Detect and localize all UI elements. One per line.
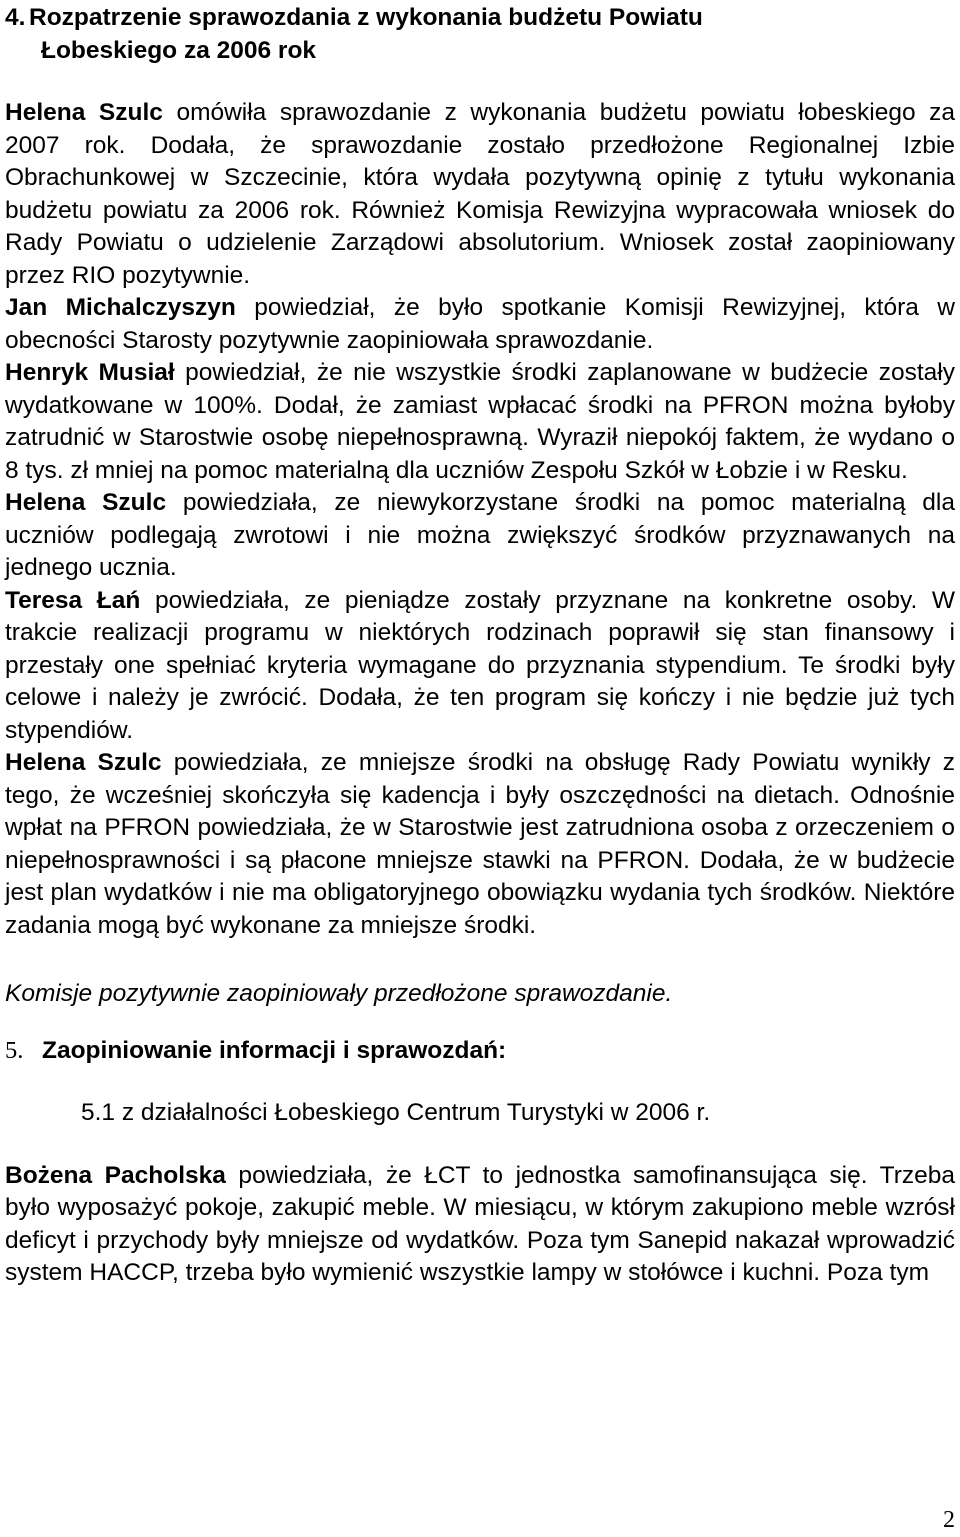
speaker-name: Henryk Musiał xyxy=(5,359,175,386)
speaker-name: Jan Michalczyszyn xyxy=(5,294,236,321)
section-4-number: 4. xyxy=(5,4,26,31)
speaker-name: Helena Szulc xyxy=(5,489,167,516)
paragraph-text: powiedziała, ze niewykorzystane środki na pomoc materialną dla uczniów podlegają zwrotowi i nie można zwiększyć środków przyznawanych na jednego ucznia. xyxy=(5,489,956,581)
speaker-name: Teresa Łań xyxy=(5,586,141,614)
section-4-title-line1: Rozpatrzenie sprawozdania z wykonania budżetu Powiatu xyxy=(29,4,703,31)
paragraph-text: omówiła sprawozdanie z wykonania budżetu powiatu łobeskiego za 2007 rok. Dodała, że sprawozdanie zostało przedłożone Regionalnej Izbie Obrachunkowej w Szczecinie, która wydała pozytywną opinię z tytułu wykonania budżetu powiatu za 2006 rok. Również Komisja Rewizyjna wypracowała wniosek do Rady Powiatu o udzielenie Zarządowi absolutorium. Wniosek został zaopiniowany przez RIO pozytywnie. xyxy=(5,99,955,289)
section-4-title-line2: Łobeskiego za 2006 rok xyxy=(41,36,317,64)
speaker-name: Bożena Pacholska xyxy=(5,1161,226,1189)
document-page xyxy=(5,0,955,1290)
spacer xyxy=(5,67,955,97)
paragraph-teresa xyxy=(5,585,955,748)
paragraph-text: powiedziała, ze mniejsze środki na obsługę Rady Powiatu wynikły z tego, że wcześniej skończyła się kadencja i były oszczędności na dietach. Odnośnie wpłat na PFRON powiedziała, że w Starostwie jest zatrudniona osoba z orzeczeniem o niepełnosprawności i są płacone mniejsze stawki na PFRON. Dodała, że w budżecie jest plan wydatków i nie ma obligatoryjnego obowiązku wydania tych środków. Niektóre zadania mogą być wykonane za mniejsze środki. xyxy=(5,749,955,939)
paragraph-helena-3 xyxy=(5,747,955,942)
section-5-heading xyxy=(5,1035,955,1068)
paragraph-helena-1 xyxy=(5,97,955,292)
paragraph-text: powiedziała, ze pieniądze zostały przyznane na konkretne osoby. W trakcie realizacji programu w niektórych rodzinach poprawił się stan finansowy i przestały one spełniać kryteria wymagane do przyznania stypendium. Te środki były celowe i należy je zwrócić. Dodała, że ten program się kończy i nie będzie już tych stypendiów. xyxy=(5,586,955,744)
paragraph-text: powiedział, że było spotkanie Komisji Rewizyjnej, która w obecności Starosty pozytywnie zaopiniowała sprawozdanie. xyxy=(5,294,955,354)
speaker-name: Helena Szulc xyxy=(5,749,162,776)
paragraph-henryk xyxy=(5,357,955,487)
section-4-heading xyxy=(5,2,955,67)
paragraph-bozena xyxy=(5,1160,955,1290)
paragraph-text: powiedziała, że ŁCT to jednostka samofinansująca się. Trzeba było wyposażyć pokoje, zakupić meble. W miesiącu, w którym zakupiono meble wzrósł deficyt i przychody były mniejsze od wydatków. Poza tym Sanepid nakazał wprowadzić system HACCP, trzeba było wymienić wszystkie lampy w stołówce i kuchni. Poza tym xyxy=(5,1161,956,1286)
conclusion: Komisje pozytywnie zaopiniowały przedłożone sprawozdanie. xyxy=(5,980,673,1007)
paragraph-helena-2 xyxy=(5,487,955,585)
section-5-number: 5. xyxy=(5,1036,24,1064)
section-5-1-heading: 5.1 z działalności Łobeskiego Centrum Turystyki w 2006 r. xyxy=(81,1099,711,1126)
section-5-title: Zaopiniowanie informacji i sprawozdań: xyxy=(42,1036,507,1064)
speaker-name: Helena Szulc xyxy=(5,99,163,126)
page-number: 2 xyxy=(943,1507,955,1533)
paragraph-text: powiedział, że nie wszystkie środki zaplanowane w budżecie zostały wydatkowane w 100%. Dodał, że zamiast wpłacać środki na PFRON można byłoby zatrudnić w Starostwie osobę niepełnosprawną. Wyraził niepokój faktem, że wydano o 8 tys. zł mniej na pomoc materialną dla uczniów Zespołu Szkół w Łobzie i w Resku. xyxy=(5,359,955,484)
paragraph-jan xyxy=(5,292,955,357)
